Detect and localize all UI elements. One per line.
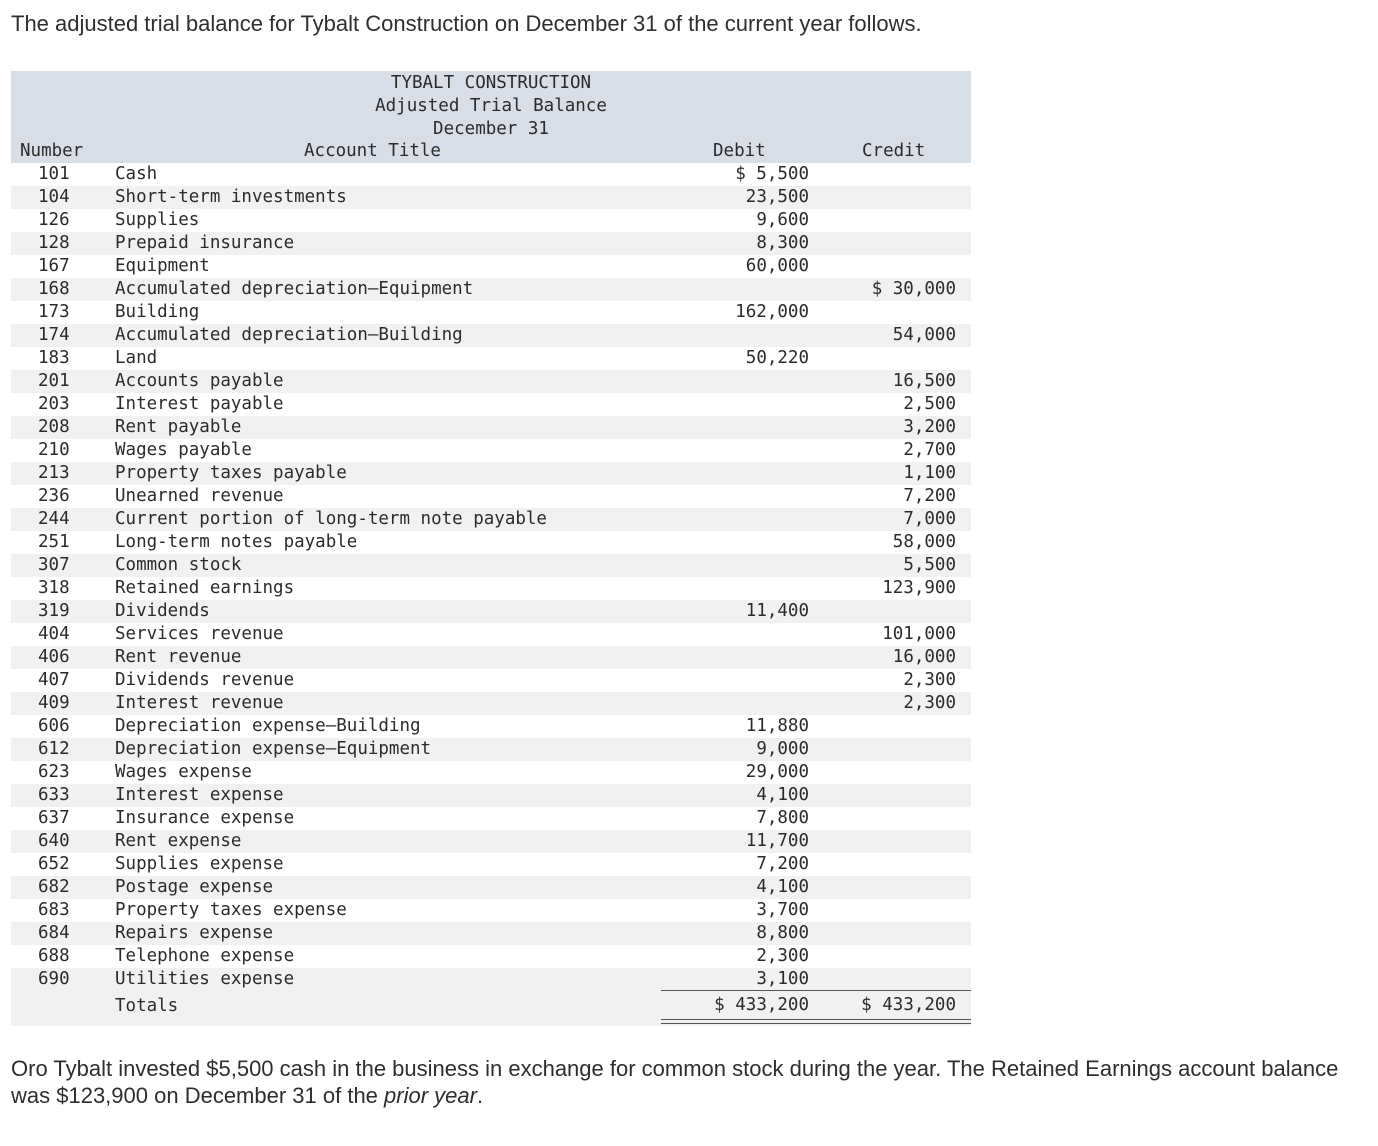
account-number: 174 bbox=[38, 325, 70, 345]
account-title: Long-term notes payable bbox=[115, 532, 358, 552]
debit-amount: 11,880 bbox=[745, 716, 809, 736]
account-title: Wages payable bbox=[115, 440, 252, 460]
table-row bbox=[11, 324, 971, 347]
debit-amount: 9,600 bbox=[756, 210, 809, 230]
account-title: Utilities expense bbox=[115, 969, 295, 989]
table-row bbox=[11, 278, 971, 301]
table-row bbox=[11, 692, 971, 715]
account-title: Short-term investments bbox=[115, 187, 347, 207]
debit-amount: 7,200 bbox=[756, 854, 809, 874]
table-row bbox=[11, 807, 971, 830]
company-name: TYBALT CONSTRUCTION bbox=[390, 73, 592, 93]
debit-amount: 11,700 bbox=[745, 831, 809, 851]
account-number: 244 bbox=[38, 509, 70, 529]
debit-amount: 11,400 bbox=[745, 601, 809, 621]
account-number: 652 bbox=[38, 854, 70, 874]
credit-amount: 7,200 bbox=[903, 486, 956, 506]
account-title: Cash bbox=[115, 164, 158, 184]
table-row bbox=[11, 876, 971, 899]
account-number: 688 bbox=[38, 946, 70, 966]
credit-amount: 16,500 bbox=[892, 371, 956, 391]
account-number: 633 bbox=[38, 785, 70, 805]
credit-amount: 3,200 bbox=[903, 417, 956, 437]
table-row bbox=[11, 784, 971, 807]
table-row bbox=[11, 830, 971, 853]
table-row bbox=[11, 669, 971, 692]
double-rule-top bbox=[661, 1019, 971, 1020]
table-row bbox=[11, 485, 971, 508]
credit-amount: $ 30,000 bbox=[871, 279, 956, 299]
table-row bbox=[11, 301, 971, 324]
credit-amount: 2,700 bbox=[903, 440, 956, 460]
credit-amount: 2,300 bbox=[903, 670, 956, 690]
table-row bbox=[11, 531, 971, 554]
account-title: Interest payable bbox=[115, 394, 284, 414]
totals-row bbox=[11, 991, 971, 1026]
account-title: Accounts payable bbox=[115, 371, 284, 391]
credit-amount: 101,000 bbox=[882, 624, 956, 644]
table-row bbox=[11, 347, 971, 370]
account-title: Services revenue bbox=[115, 624, 284, 644]
account-title: Rent payable bbox=[115, 417, 242, 437]
totals-credit: $ 433,200 bbox=[861, 995, 956, 1015]
debit-column-header: Debit bbox=[713, 141, 766, 161]
account-title: Land bbox=[115, 348, 158, 368]
account-title: Supplies expense bbox=[115, 854, 284, 874]
account-number: 690 bbox=[38, 969, 70, 989]
account-number: 684 bbox=[38, 923, 70, 943]
account-title: Rent expense bbox=[115, 831, 242, 851]
account-number: 213 bbox=[38, 463, 70, 483]
table-row bbox=[11, 968, 971, 991]
debit-amount: 3,700 bbox=[756, 900, 809, 920]
credit-amount: 54,000 bbox=[892, 325, 956, 345]
table-row bbox=[11, 600, 971, 623]
account-title: Interest revenue bbox=[115, 693, 284, 713]
table-row bbox=[11, 554, 971, 577]
table-row bbox=[11, 439, 971, 462]
debit-amount: 23,500 bbox=[745, 187, 809, 207]
table-row bbox=[11, 761, 971, 784]
account-number: 128 bbox=[38, 233, 70, 253]
account-number: 407 bbox=[38, 670, 70, 690]
table-row bbox=[11, 715, 971, 738]
table-header bbox=[11, 71, 971, 163]
account-number: 404 bbox=[38, 624, 70, 644]
debit-amount: 60,000 bbox=[745, 256, 809, 276]
account-number: 173 bbox=[38, 302, 70, 322]
account-title: Unearned revenue bbox=[115, 486, 284, 506]
credit-amount: 58,000 bbox=[892, 532, 956, 552]
account-number: 307 bbox=[38, 555, 70, 575]
account-number: 201 bbox=[38, 371, 70, 391]
debit-amount: 9,000 bbox=[756, 739, 809, 759]
account-title: Insurance expense bbox=[115, 808, 295, 828]
debit-amount: 50,220 bbox=[745, 348, 809, 368]
table-row bbox=[11, 577, 971, 600]
trial-balance-table bbox=[11, 71, 971, 1026]
table-row bbox=[11, 163, 971, 186]
account-number: 167 bbox=[38, 256, 70, 276]
debit-amount: 29,000 bbox=[745, 762, 809, 782]
outro-end: . bbox=[476, 1083, 484, 1108]
account-number: 208 bbox=[38, 417, 70, 437]
table-body bbox=[11, 163, 971, 991]
totals-debit: $ 433,200 bbox=[714, 995, 809, 1015]
account-title: Property taxes expense bbox=[115, 900, 347, 920]
account-number: 623 bbox=[38, 762, 70, 782]
table-row bbox=[11, 738, 971, 761]
account-title: Accumulated depreciation—Equipment bbox=[115, 279, 474, 299]
credit-column-header: Credit bbox=[862, 141, 926, 161]
account-title: Common stock bbox=[115, 555, 242, 575]
credit-amount: 5,500 bbox=[903, 555, 956, 575]
debit-amount: 8,300 bbox=[756, 233, 809, 253]
account-title: Repairs expense bbox=[115, 923, 274, 943]
account-title: Rent revenue bbox=[115, 647, 242, 667]
account-title: Postage expense bbox=[115, 877, 274, 897]
table-row bbox=[11, 370, 971, 393]
table-row bbox=[11, 853, 971, 876]
statement-date: December 31 bbox=[433, 119, 549, 139]
outro-body: Oro Tybalt invested $5,500 cash in the business in exchange for common stock during the year. The Retained Earnings account balance was $123,900 on December 31 of the bbox=[11, 1056, 1339, 1108]
account-number: 319 bbox=[38, 601, 70, 621]
outro-text bbox=[11, 1055, 1371, 1109]
credit-amount: 7,000 bbox=[903, 509, 956, 529]
account-number: 203 bbox=[38, 394, 70, 414]
account-number: 406 bbox=[38, 647, 70, 667]
account-title: Property taxes payable bbox=[115, 463, 347, 483]
title-column-header: Account Title bbox=[304, 141, 441, 161]
debit-amount: 162,000 bbox=[735, 302, 809, 322]
intro-text: The adjusted trial balance for Tybalt Construction on December 31 of the current year follows. bbox=[11, 11, 922, 36]
table-row bbox=[11, 945, 971, 968]
table-row bbox=[11, 899, 971, 922]
debit-amount: 8,800 bbox=[756, 923, 809, 943]
table-row bbox=[11, 623, 971, 646]
account-number: 168 bbox=[38, 279, 70, 299]
account-number: 183 bbox=[38, 348, 70, 368]
totals-label: Totals bbox=[115, 996, 179, 1016]
table-row bbox=[11, 646, 971, 669]
table-row bbox=[11, 232, 971, 255]
account-title: Depreciation expense—Equipment bbox=[115, 739, 432, 759]
account-number: 104 bbox=[38, 187, 70, 207]
credit-amount: 123,900 bbox=[882, 578, 956, 598]
credit-amount: 2,500 bbox=[903, 394, 956, 414]
debit-amount: 7,800 bbox=[756, 808, 809, 828]
account-number: 210 bbox=[38, 440, 70, 460]
table-row bbox=[11, 209, 971, 232]
account-number: 236 bbox=[38, 486, 70, 506]
credit-amount: 2,300 bbox=[903, 693, 956, 713]
account-title: Prepaid insurance bbox=[115, 233, 295, 253]
debit-amount: 4,100 bbox=[756, 877, 809, 897]
statement-title: Adjusted Trial Balance bbox=[375, 96, 607, 116]
account-title: Depreciation expense—Building bbox=[115, 716, 421, 736]
table-row bbox=[11, 416, 971, 439]
account-number: 683 bbox=[38, 900, 70, 920]
account-number: 251 bbox=[38, 532, 70, 552]
account-number: 318 bbox=[38, 578, 70, 598]
outro-italic: prior year bbox=[384, 1083, 477, 1108]
table-row bbox=[11, 393, 971, 416]
number-column-header: Number bbox=[20, 141, 84, 161]
account-title: Telephone expense bbox=[115, 946, 295, 966]
credit-amount: 16,000 bbox=[892, 647, 956, 667]
account-title: Retained earnings bbox=[115, 578, 295, 598]
account-title: Dividends bbox=[115, 601, 210, 621]
table-row bbox=[11, 922, 971, 945]
account-title: Dividends revenue bbox=[115, 670, 295, 690]
account-title: Building bbox=[115, 302, 200, 322]
account-title: Accumulated depreciation—Building bbox=[115, 325, 463, 345]
account-number: 101 bbox=[38, 164, 70, 184]
debit-amount: 4,100 bbox=[756, 785, 809, 805]
account-number: 682 bbox=[38, 877, 70, 897]
totals-rule bbox=[661, 990, 971, 991]
account-number: 409 bbox=[38, 693, 70, 713]
account-title: Wages expense bbox=[115, 762, 252, 782]
account-title: Equipment bbox=[115, 256, 210, 276]
credit-amount: 1,100 bbox=[903, 463, 956, 483]
debit-amount: $ 5,500 bbox=[735, 164, 809, 184]
account-number: 640 bbox=[38, 831, 70, 851]
debit-amount: 3,100 bbox=[756, 969, 809, 989]
double-rule-bottom bbox=[661, 1023, 971, 1024]
table-row bbox=[11, 186, 971, 209]
account-title: Supplies bbox=[115, 210, 200, 230]
table-row bbox=[11, 255, 971, 278]
account-title: Interest expense bbox=[115, 785, 284, 805]
account-number: 606 bbox=[38, 716, 70, 736]
account-number: 637 bbox=[38, 808, 70, 828]
table-row bbox=[11, 462, 971, 485]
account-number: 126 bbox=[38, 210, 70, 230]
debit-amount: 2,300 bbox=[756, 946, 809, 966]
account-number: 612 bbox=[38, 739, 70, 759]
table-row bbox=[11, 508, 971, 531]
account-title: Current portion of long-term note payable bbox=[115, 509, 547, 529]
